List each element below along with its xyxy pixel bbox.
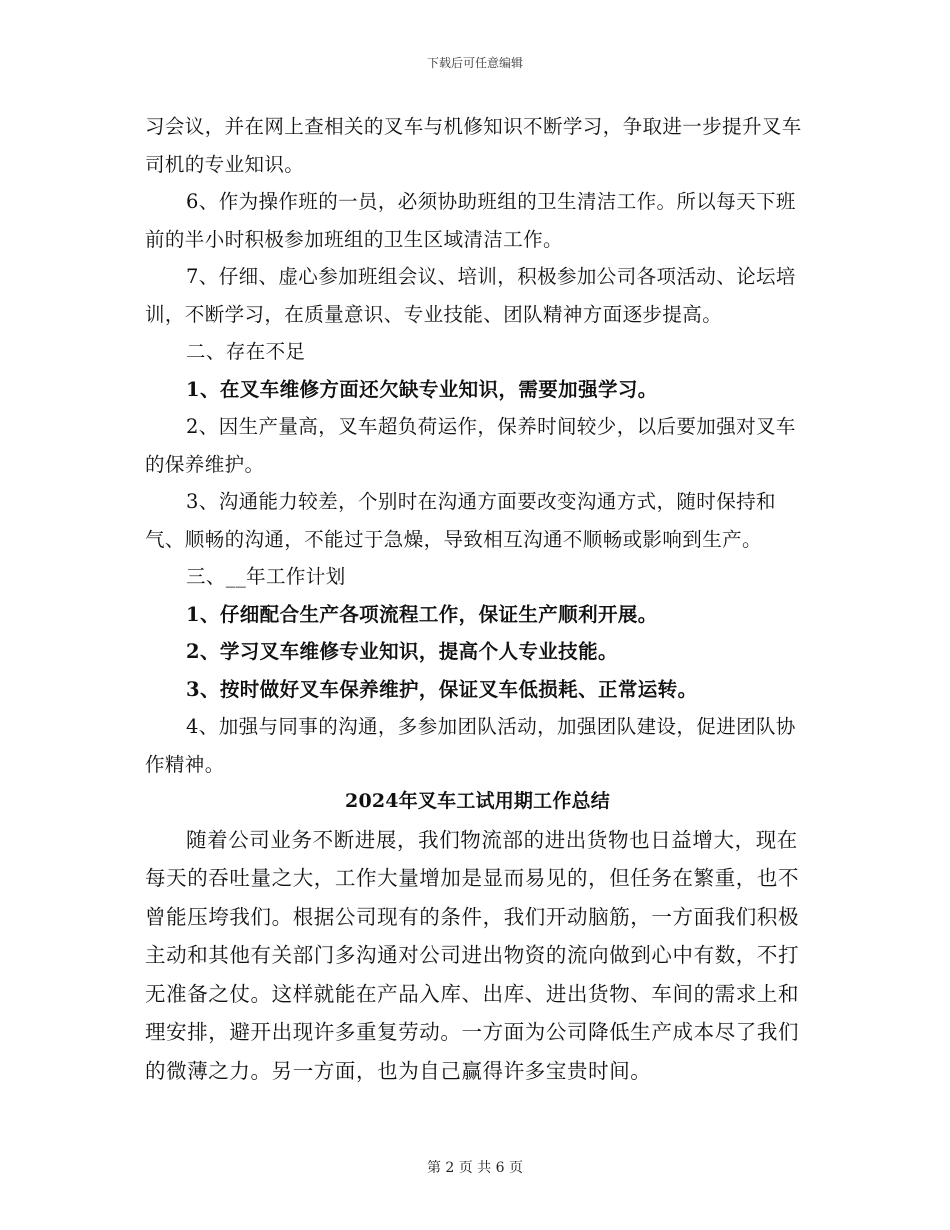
header-note: 下载后可任意编辑 <box>426 56 523 70</box>
document-body <box>145 108 810 1090</box>
plan-item-2: 2、学习叉车维修专业知识，提高个人专业技能。 <box>186 640 618 663</box>
paragraph-item-6: 6、作为操作班的一员，必须协助班组的卫生清洁工作。所以每天下班前的半小时积极参加班组的卫生区域清洁工作。 <box>145 190 796 251</box>
essay-paragraph: 随着公司业务不断进展，我们物流部的进出货物也日益增大，现在每天的吞吐量之大，工作大量增加是显而易见的，但任务在繁重，也不曾能压垮我们。根据公司现有的条件，我们开动脑筋，一方面我们积极主动和其他有关部门多沟通对公司进出物资的流向做到心中有数，不打无准备之仗。这样就能在产品入库、出库、进出货物、车间的需求上和理安排，避开出现许多重复劳动。一方面为公司降低生产成本尽了我们的微薄之力。另一方面，也为自己赢得许多宝贵时间。 <box>145 827 800 1083</box>
shortcoming-item-2: 2、因生产量高，叉车超负荷运作，保养时间较少，以后要加强对叉车的保养维护。 <box>145 415 796 476</box>
paragraph-item-7: 7、仔细、虚心参加班组会议、培训，积极参加公司各项活动、论坛培训，不断学习，在质量意识、专业技能、团队精神方面逐步提高。 <box>145 265 796 326</box>
document-title: 2024年叉车工试用期工作总结 <box>345 790 610 812</box>
paragraph-continuation: 习会议，并在网上查相关的叉车与机修知识不断学习，争取进一步提升叉车司机的专业知识。 <box>145 115 802 176</box>
shortcoming-item-3: 3、沟通能力较差，个别时在沟通方面要改变沟通方式，随时保持和气、顺畅的沟通，不能过于急燥，导致相互沟通不顺畅或影响到生产。 <box>145 490 776 551</box>
plan-item-4: 4、加强与同事的沟通，多参加团队活动，加强团队建设，促进团队协作精神。 <box>145 715 796 776</box>
section-heading-shortcomings: 二、存在不足 <box>186 340 306 363</box>
plan-item-1: 1、仔细配合生产各项流程工作，保证生产顺利开展。 <box>186 602 658 626</box>
section-heading-plan: 三、__年工作计划 <box>186 565 346 588</box>
plan-item-3: 3、按时做好叉车保养维护，保证叉车低损耗、正常运转。 <box>186 677 698 701</box>
page-footer: 第 2 页 共 6 页 <box>426 1160 524 1176</box>
shortcoming-item-1: 1、在叉车维修方面还欠缺专业知识，需要加强学习。 <box>186 377 658 401</box>
